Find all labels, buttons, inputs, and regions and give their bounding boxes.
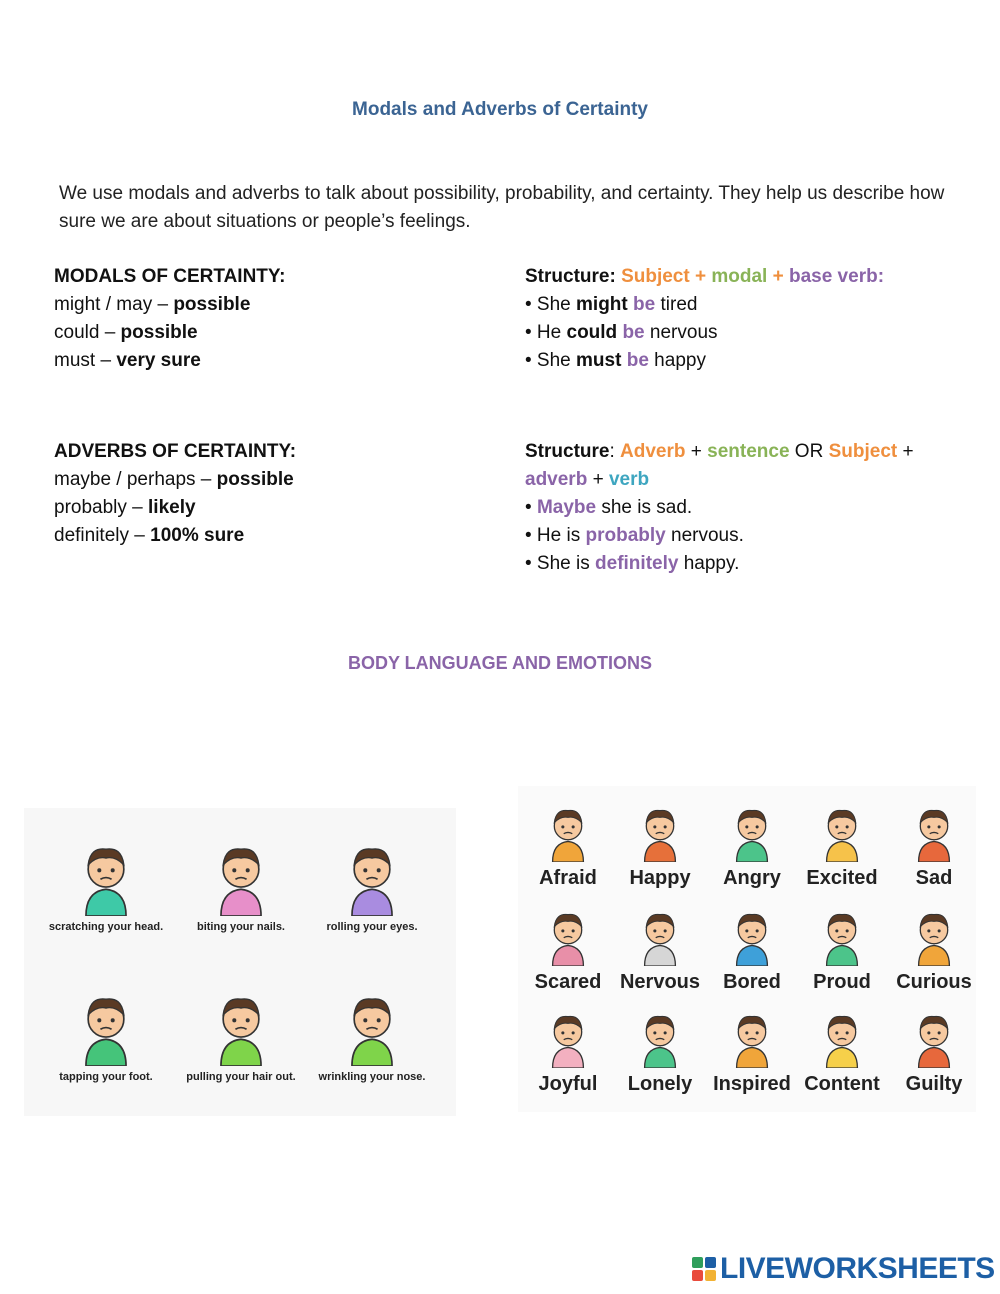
adverbs-structure bbox=[525, 438, 965, 578]
adverbs-structure-line: Structure: Adverb + sentence OR Subject + bbox=[525, 441, 914, 462]
emotion-label: Afraid bbox=[539, 867, 597, 889]
body-language-item bbox=[41, 988, 171, 1083]
emotion-label: Proud bbox=[813, 971, 871, 993]
bored-icon bbox=[708, 906, 796, 971]
modals-structure-line: Structure: Subject + modal + base verb: bbox=[525, 266, 885, 287]
emotion-item bbox=[798, 1008, 886, 1096]
adverb-example: • Maybe she is sad. bbox=[525, 497, 693, 518]
page-title: Modals and Adverbs of Certainty bbox=[352, 99, 648, 120]
modals-list bbox=[54, 263, 484, 375]
afraid-icon bbox=[524, 802, 612, 867]
emotion-label: Nervous bbox=[619, 971, 701, 993]
body-language-caption: biting your nails. bbox=[196, 921, 285, 933]
emotion-label: Scared bbox=[534, 971, 602, 993]
emotion-label: Lonely bbox=[627, 1073, 693, 1095]
emotion-label: Happy bbox=[629, 867, 691, 889]
scratching-head-icon bbox=[41, 838, 171, 921]
emotion-item bbox=[890, 802, 978, 890]
excited-icon bbox=[798, 802, 886, 867]
emotion-item bbox=[524, 802, 612, 890]
intro-paragraph: We use modals and adverbs to talk about possibility, probability, and certainty. They help us describe how sure we are about situations or people’s feelings. bbox=[59, 183, 945, 232]
modal-row: might / may – possible bbox=[54, 294, 251, 315]
modal-row: must – very sure bbox=[54, 350, 201, 371]
body-language-caption: wrinkling your nose. bbox=[318, 1071, 426, 1083]
proud-icon bbox=[798, 906, 886, 971]
adverb-example: • She is definitely happy. bbox=[525, 553, 740, 574]
body-language-caption: rolling your eyes. bbox=[326, 921, 418, 933]
scared-icon bbox=[524, 906, 612, 971]
adverb-example: • He is probably nervous. bbox=[525, 525, 744, 546]
wrinkling-nose-icon bbox=[307, 988, 437, 1071]
modal-row: could – possible bbox=[54, 322, 198, 343]
adverbs-heading: ADVERBS OF CERTAINTY: bbox=[54, 441, 297, 462]
section-title-body-language: BODY LANGUAGE AND EMOTIONS bbox=[347, 653, 652, 673]
emotion-label: Content bbox=[804, 1073, 880, 1095]
emotion-item bbox=[890, 1008, 978, 1096]
modals-heading: MODALS OF CERTAINTY: bbox=[54, 266, 286, 287]
body-language-caption: pulling your hair out. bbox=[186, 1071, 296, 1083]
biting-nails-icon bbox=[176, 838, 306, 921]
pulling-hair-icon bbox=[176, 988, 306, 1071]
adverb-row: probably – likely bbox=[54, 497, 196, 518]
modal-example: • She might be tired bbox=[525, 294, 698, 315]
joyful-icon bbox=[524, 1008, 612, 1073]
emotion-item bbox=[798, 906, 886, 994]
angry-icon bbox=[708, 802, 796, 867]
emotion-item bbox=[708, 906, 796, 994]
logo-text: LIVEWORKSHEETS bbox=[720, 1252, 995, 1285]
emotion-label: Guilty bbox=[905, 1073, 963, 1095]
emotion-item bbox=[890, 906, 978, 994]
rolling-eyes-icon bbox=[307, 838, 437, 921]
emotion-item bbox=[616, 906, 704, 994]
guilty-icon bbox=[890, 1008, 978, 1073]
emotion-item bbox=[708, 1008, 796, 1096]
adverb-row: definitely – 100% sure bbox=[54, 525, 245, 546]
modals-structure bbox=[525, 263, 965, 375]
nervous-icon bbox=[616, 906, 704, 971]
emotion-item bbox=[798, 802, 886, 890]
emotion-item bbox=[708, 802, 796, 890]
body-language-item bbox=[307, 838, 437, 933]
adverb-row: maybe / perhaps – possible bbox=[54, 469, 294, 490]
happy-icon bbox=[616, 802, 704, 867]
modal-example: • She must be happy bbox=[525, 350, 706, 371]
emotion-label: Inspired bbox=[713, 1073, 791, 1095]
liveworksheets-logo[interactable] bbox=[692, 1252, 995, 1286]
sad-icon bbox=[890, 802, 978, 867]
emotion-label: Bored bbox=[723, 971, 781, 993]
lonely-icon bbox=[616, 1008, 704, 1073]
tapping-foot-icon bbox=[41, 988, 171, 1071]
body-language-item bbox=[176, 838, 306, 933]
emotion-label: Excited bbox=[806, 867, 878, 889]
emotions-panel bbox=[518, 786, 976, 1112]
body-language-caption: scratching your head. bbox=[48, 921, 164, 933]
body-language-item bbox=[176, 988, 306, 1083]
emotion-label: Joyful bbox=[538, 1073, 598, 1095]
emotion-item bbox=[524, 906, 612, 994]
emotion-item bbox=[616, 1008, 704, 1096]
curious-icon bbox=[890, 906, 978, 971]
modal-example: • He could be nervous bbox=[525, 322, 718, 343]
emotion-label: Curious bbox=[896, 971, 972, 993]
inspired-icon bbox=[708, 1008, 796, 1073]
body-language-caption: tapping your foot. bbox=[59, 1071, 153, 1083]
body-language-item bbox=[307, 988, 437, 1083]
content-icon bbox=[798, 1008, 886, 1073]
adverbs-structure-line-2: adverb + verb bbox=[525, 469, 650, 490]
emotion-item bbox=[616, 802, 704, 890]
emotion-label: Angry bbox=[723, 867, 781, 889]
body-language-panel bbox=[24, 808, 456, 1116]
body-language-item bbox=[41, 838, 171, 933]
liveworksheets-logo-icon bbox=[692, 1257, 718, 1283]
adverbs-list bbox=[54, 438, 484, 550]
emotion-item bbox=[524, 1008, 612, 1096]
emotion-label: Sad bbox=[915, 867, 953, 889]
